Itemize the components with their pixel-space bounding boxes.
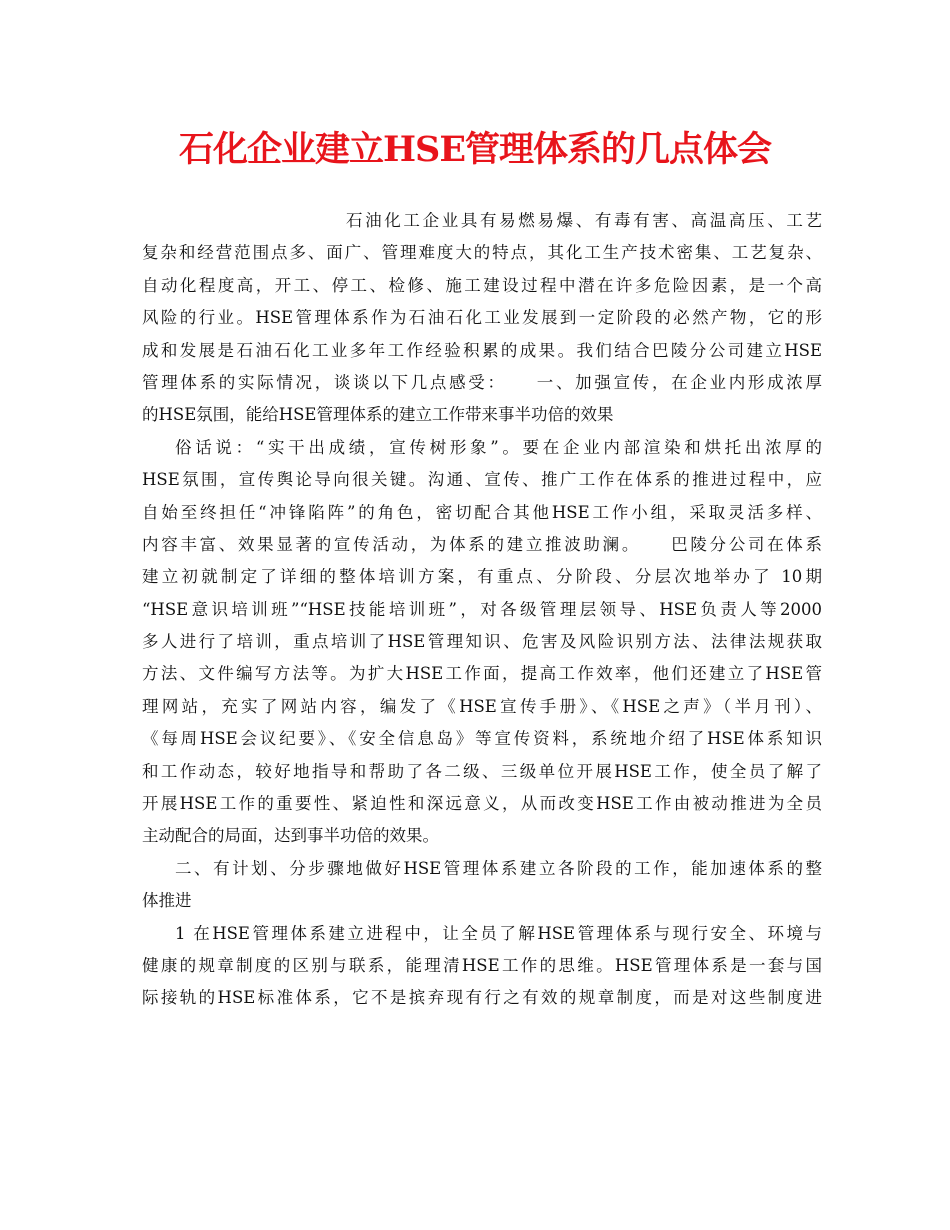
text-line: 多人进行了培训，重点培训了HSE管理知识、危害及风险识别方法、法律法规获取 <box>142 632 822 652</box>
text-line: 二、有计划、分步骤地做好HSE管理体系建立各阶段的工作，能加速体系的整 <box>175 858 822 878</box>
text-line: 复杂和经营范围点多、面广、管理难度大的特点，其化工生产技术密集、工艺复杂、 <box>142 243 822 263</box>
document-title: 石化企业建立HSE管理体系的几点体会 <box>178 129 772 170</box>
text-line: 方法、文件编写方法等。为扩大HSE工作面，提高工作效率，他们还建立了HSE管 <box>142 664 822 684</box>
text-line: 健康的规章制度的区别与联系，能理清HSE工作的思维。HSE管理体系是一套与国 <box>142 955 822 975</box>
text-line: 和工作动态，较好地指导和帮助了各二级、三级单位开展HSE工作，使全员了解了 <box>142 761 822 781</box>
text-line: 开展HSE工作的重要性、紧迫性和深远意义，从而改变HSE工作由被动推进为全员 <box>142 794 822 814</box>
text-line: 主动配合的局面，达到事半功倍的效果。 <box>142 826 439 846</box>
text-line: 内容丰富、效果显著的宣传活动，为体系的建立推波助澜。 巴陵分公司在体系 <box>142 534 822 554</box>
text-line: 际接轨的HSE标准体系，它不是摈弃现有行之有效的规章制度，而是对这些制度进 <box>142 988 822 1008</box>
text-line: 建立初就制定了详细的整体培训方案，有重点、分阶段、分层次地举办了 10期 <box>142 567 822 587</box>
document-body <box>142 205 822 1015</box>
text-line: 自始至终担任“冲锋陷阵”的角色，密切配合其他HSE工作小组，采取灵活多样、 <box>142 502 822 522</box>
text-line: 1 在HSE管理体系建立进程中，让全员了解HSE管理体系与现行安全、环境与 <box>175 923 822 943</box>
text-line: 成和发展是石油石化工业多年工作经验积累的成果。我们结合巴陵分公司建立HSE <box>142 340 822 360</box>
text-line: HSE氛围，宣传舆论导向很关键。沟通、宣传、推广工作在体系的推进过程中，应 <box>142 470 822 490</box>
text-line: 管理体系的实际情况，谈谈以下几点感受： 一、加强宣传，在企业内形成浓厚 <box>142 372 822 392</box>
text-line: 自动化程度高，开工、停工、检修、施工建设过程中潜在许多危险因素，是一个高 <box>142 275 822 295</box>
text-line: 理网站，充实了网站内容，编发了《HSE宣传手册》、《HSE之声》（半月刊）、 <box>142 696 822 716</box>
text-line: 《每周HSE会议纪要》、《安全信息岛》等宣传资料，系统地介绍了HSE体系知识 <box>142 729 822 749</box>
text-line: 风险的行业。HSE管理体系作为石油石化工业发展到一定阶段的必然产物，它的形 <box>142 308 822 328</box>
text-line: 体推进 <box>142 891 192 911</box>
text-line: 俗话说：“实干出成绩，宣传树形象”。要在企业内部渲染和烘托出浓厚的 <box>175 437 822 457</box>
text-line: 石油化工企业具有易燃易爆、有毒有害、高温高压、工艺 <box>346 211 822 230</box>
text-line: 的HSE氛围，能给HSE管理体系的建立工作带来事半功倍的效果 <box>142 405 614 425</box>
text-line: “HSE意识培训班”“HSE技能培训班”，对各级管理层领导、HSE负责人等2000 <box>142 599 822 619</box>
